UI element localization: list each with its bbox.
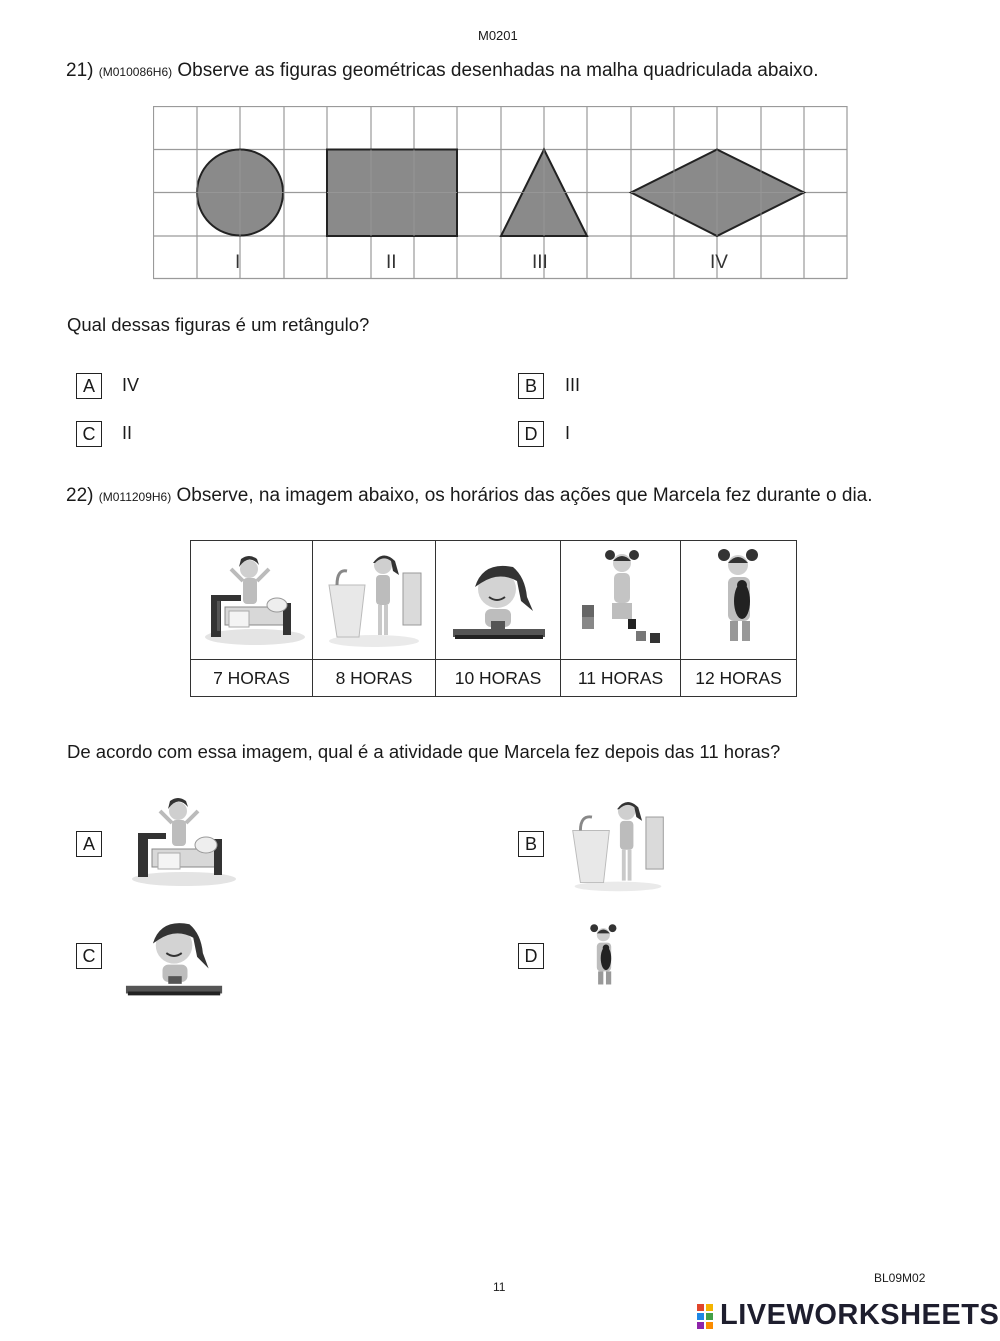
schedule-image-cat — [681, 541, 797, 660]
q21-option-a-box[interactable]: A — [76, 373, 102, 399]
q21-option-d-text: I — [565, 423, 571, 443]
q21-option-a-text: IV — [122, 375, 140, 395]
q22-option-b-box[interactable]: B — [518, 831, 544, 857]
liveworksheets-logo-icon — [697, 1304, 717, 1332]
schedule-table — [190, 540, 797, 697]
option-d-cat-image[interactable] — [568, 904, 640, 1008]
q22-text: Observe, na imagem abaixo, os horários das ações que Marcela fez durante o dia. — [176, 485, 873, 506]
document-code: BL09M02 — [874, 1271, 926, 1285]
schedule-times-row — [191, 660, 797, 697]
q21-option-b-text: III — [565, 375, 581, 395]
q21-question: Qual dessas figuras é um retângulo? — [67, 314, 370, 335]
q21-number: 21) — [66, 60, 94, 81]
option-a-waking-image[interactable] — [122, 795, 240, 890]
girl-waking-up-illustration — [197, 545, 307, 650]
q21-option-c-box[interactable]: C — [76, 421, 102, 447]
q22-number: 22) — [66, 485, 94, 506]
time-label-4: 11 HORAS — [561, 660, 681, 697]
page-number: 11 — [493, 1280, 506, 1294]
q22-option-a-box[interactable]: A — [76, 831, 102, 857]
q22-option-c-box[interactable]: C — [76, 943, 102, 969]
liveworksheets-brand[interactable]: LIVEWORKSHEETS — [720, 1299, 1000, 1331]
figure-label-4: IV — [710, 252, 728, 273]
figure-label-1: I — [235, 252, 241, 273]
q22-option-d-box[interactable]: D — [518, 943, 544, 969]
girl-at-sink-illustration — [319, 545, 429, 650]
girl-holding-cat-illustration — [684, 545, 794, 650]
q22-code: (M011209H6) — [98, 490, 172, 504]
option-b-sink-image[interactable] — [565, 795, 671, 893]
girl-eating-illustration — [443, 545, 553, 650]
time-label-2: 8 HORAS — [313, 660, 436, 697]
time-label-1: 7 HORAS — [191, 660, 313, 697]
q21-code: (M010086H6) — [98, 65, 173, 79]
schedule-images-row — [191, 541, 797, 660]
page-code: M0201 — [478, 28, 518, 43]
q22-heading — [66, 485, 873, 507]
shapes-grid — [153, 106, 849, 281]
figure-label-3: III — [532, 252, 548, 273]
q21-option-c-text: II — [122, 423, 133, 443]
q21-heading — [66, 60, 819, 82]
schedule-image-sink — [313, 541, 436, 660]
q21-option-d-box[interactable]: D — [518, 421, 544, 447]
option-c-eating-image[interactable] — [122, 905, 228, 1005]
q21-option-b-box[interactable]: B — [518, 373, 544, 399]
q22-question: De acordo com essa imagem, qual é a atividade que Marcela fez depois das 11 horas? — [67, 741, 781, 762]
time-label-5: 12 HORAS — [681, 660, 797, 697]
figure-label-2: II — [386, 252, 397, 273]
time-label-3: 10 HORAS — [436, 660, 561, 697]
schedule-image-blocks — [561, 541, 681, 660]
schedule-image-waking — [191, 541, 313, 660]
q21-text: Observe as figuras geométricas desenhadas na malha quadriculada abaixo. — [177, 60, 819, 81]
schedule-image-eating — [436, 541, 561, 660]
girl-playing-blocks-illustration — [566, 545, 676, 650]
